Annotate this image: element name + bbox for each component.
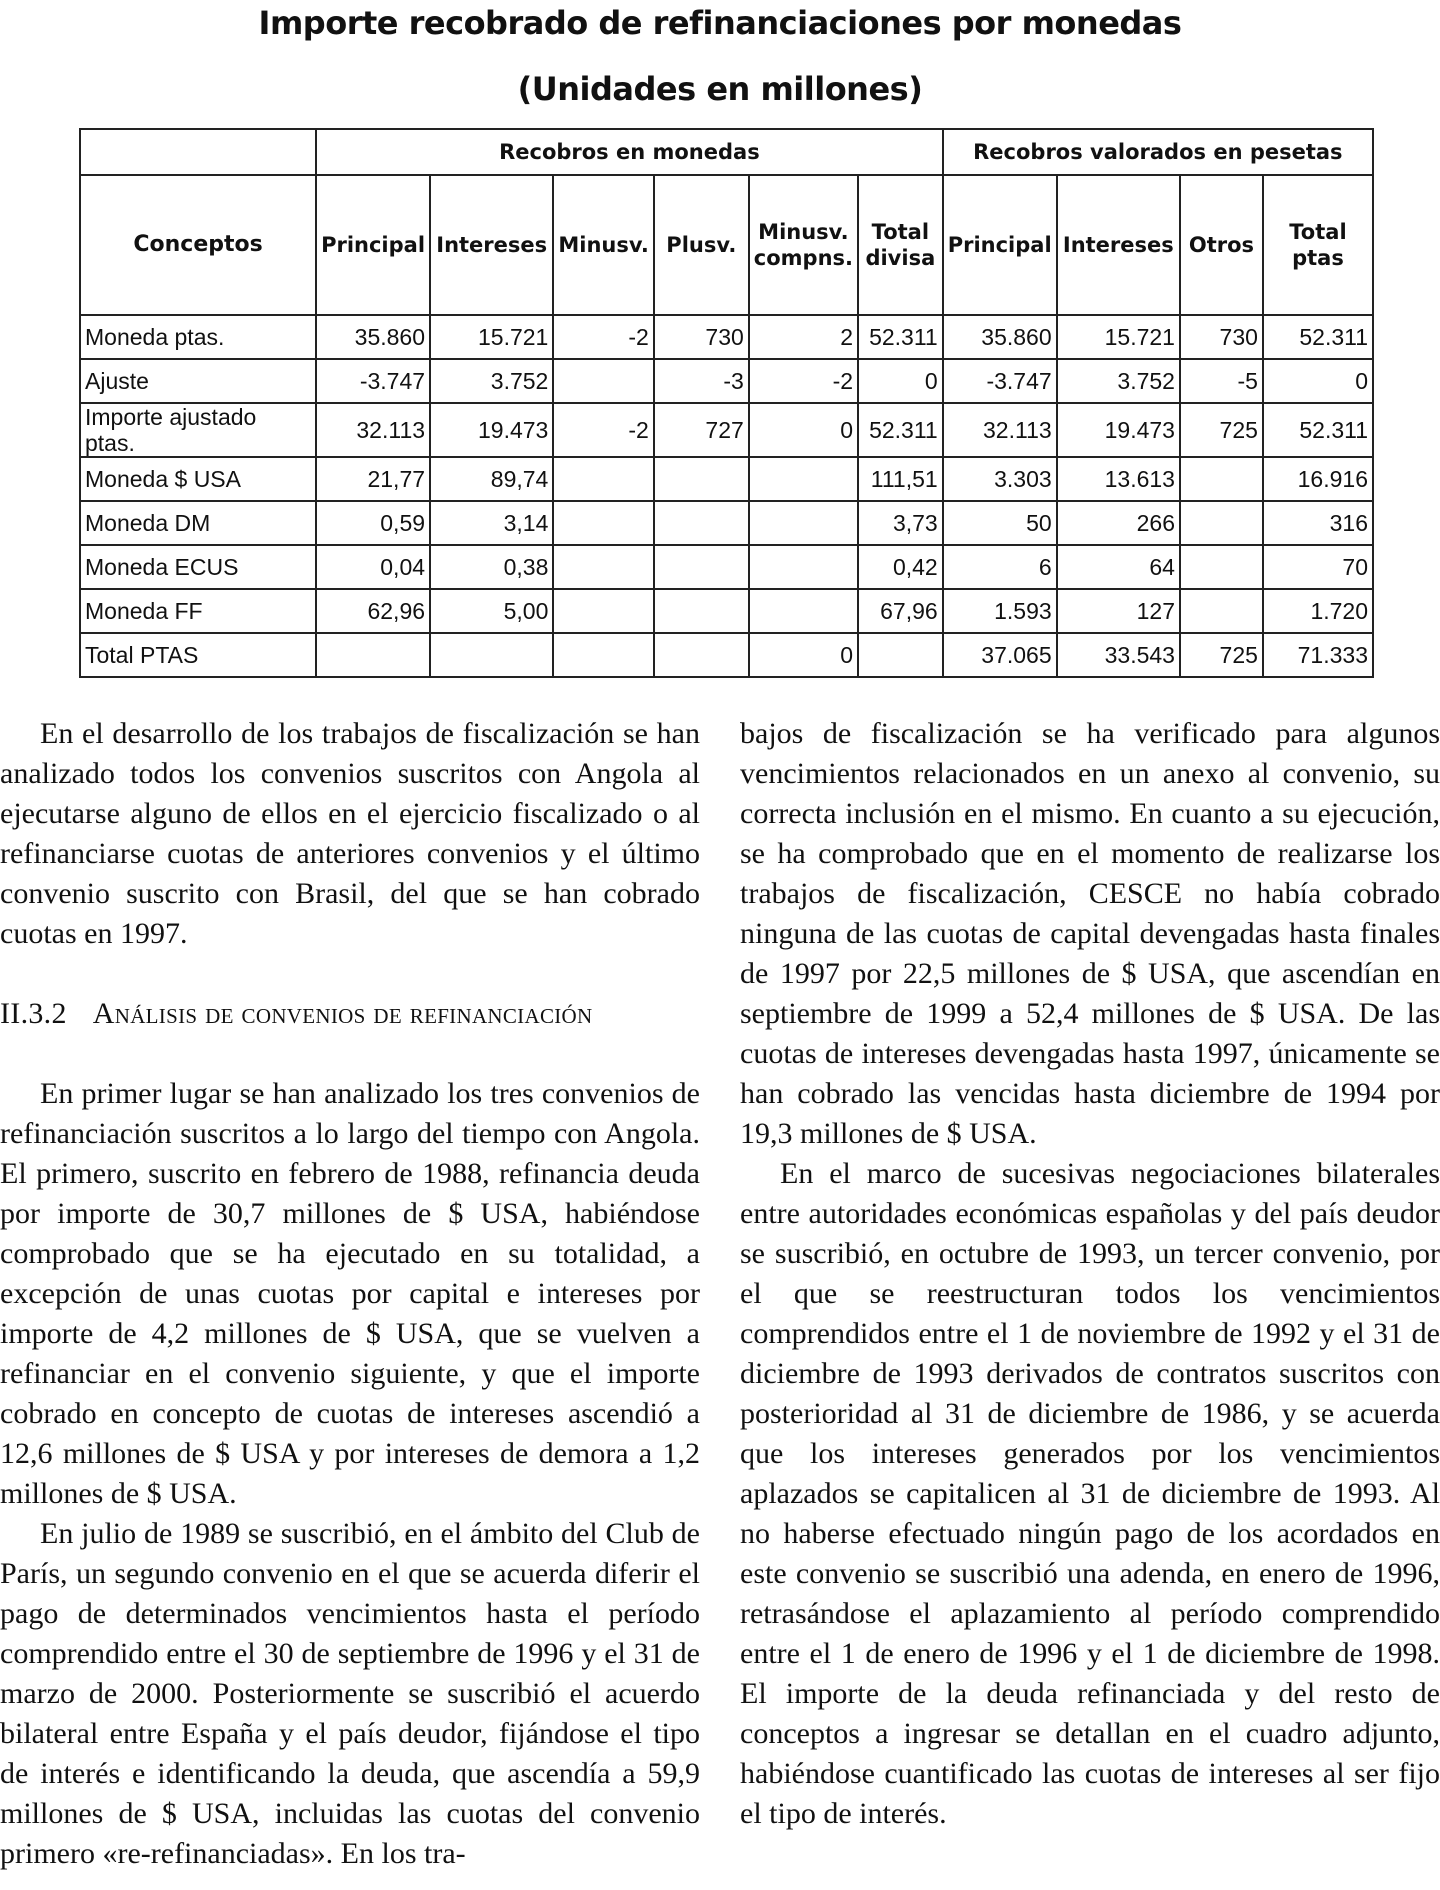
paragraph: bajos de fiscalización se ha verificado para algunos vencimientos relacionados en un anexo al convenio, su correcta inclusión en el mismo. En cuanto a su ejecución, se ha comprobado que en el momento de realizarse los trabajos de fiscalización, CESCE no había cobrado ninguna de las cuotas de capital devengadas hasta finales de 1997 por 22,5 millones de $ USA, que ascendían en septiembre de 1999 a 52,4 millones de $ USA. De las cuotas de intereses devengadas hasta 1997, únicamente se han cobrado las vencidas hasta diciembre de 1994 por 19,3 millones de $ USA. <box>740 717 1440 1150</box>
section-title: Análisis de convenios de refinanciación <box>92 997 593 1030</box>
table-cell: 70 <box>1263 545 1373 589</box>
table-row <box>80 359 1373 403</box>
table-cell: -2 <box>553 315 653 359</box>
table-subtitle: (Unidades en millones) <box>517 70 923 108</box>
table-cell: 67,96 <box>858 589 943 633</box>
column-header-principal-ptas: Principal <box>943 175 1057 315</box>
table-cell: 33.543 <box>1057 633 1180 677</box>
row-label: Moneda ECUS <box>80 545 316 589</box>
column-header-minusv-compns: Minusv. compns. <box>749 175 858 315</box>
table-cell: 3,14 <box>430 501 553 545</box>
column-header-intereses: Intereses <box>430 175 553 315</box>
column-header-plusv: Plusv. <box>654 175 749 315</box>
table-cell: 266 <box>1057 501 1180 545</box>
group-header-monedas: Recobros en monedas <box>316 129 943 175</box>
table-cell: 725 <box>1180 633 1263 677</box>
table-cell <box>1180 589 1263 633</box>
table-body <box>80 315 1373 677</box>
table-cell <box>553 589 653 633</box>
table-row <box>80 633 1373 677</box>
row-label: Moneda ptas. <box>80 315 316 359</box>
table-cell: 32.113 <box>316 403 430 457</box>
table-cell <box>553 457 653 501</box>
table-cell: 127 <box>1057 589 1180 633</box>
table-cell: 89,74 <box>430 457 553 501</box>
table-cell: 0 <box>749 633 858 677</box>
group-header-pesetas: Recobros valorados en pesetas <box>943 129 1373 175</box>
table-cell: -3.747 <box>943 359 1057 403</box>
row-label: Importe ajustado ptas. <box>80 403 316 457</box>
table-cell: 35.860 <box>943 315 1057 359</box>
table-cell: 15.721 <box>1057 315 1180 359</box>
row-label: Total PTAS <box>80 633 316 677</box>
table-cell: 50 <box>943 501 1057 545</box>
table-cell <box>749 457 858 501</box>
column-header-total-divisa: Total divisa <box>858 175 943 315</box>
paragraph: En julio de 1989 se suscribió, en el ámbito del Club de París, un segundo convenio en el que se acuerda diferir el pago de determinados vencimientos hasta el período comprendido entre el 30 de septiembre de 1996 y el 31 de marzo de 2000. Posteriormente se suscribió el acuerdo bilateral entre España y el país deudor, fijándose el tipo de interés e identificando la deuda, que ascendía a 59,9 millones de $ USA, incluidas las cuotas del convenio primero «re-refinanciadas». En los tra- <box>0 1517 700 1870</box>
table-cell: -3.747 <box>316 359 430 403</box>
table-cell: 13.613 <box>1057 457 1180 501</box>
paragraph: En el desarrollo de los trabajos de fiscalización se han analizado todos los convenios suscritos con Angola al ejecutarse alguno de ellos en el ejercicio fiscalizado o al refinanciarse cuotas de anteriores convenios y el último convenio suscrito con Brasil, del que se han cobrado cuotas en 1997. <box>0 717 700 950</box>
table-cell <box>654 501 749 545</box>
column-header-otros: Otros <box>1180 175 1263 315</box>
table-cell: 2 <box>749 315 858 359</box>
table-cell: 35.860 <box>316 315 430 359</box>
table-cell <box>749 501 858 545</box>
paragraph: En primer lugar se han analizado los tres convenios de refinanciación suscritos a lo largo del tiempo con Angola. El primero, suscrito en febrero de 1988, refinancia deuda por importe de 30,7 millones de $ USA, habiéndose comprobado que se ha ejecutado en su totalidad, a excepción de unas cuotas por capital e intereses por importe de 4,2 millones de $ USA, que se vuelven a refinanciar en el convenio siguiente, y que el importe cobrado en concepto de cuotas de intereses ascendió a 12,6 millones de $ USA y por intereses de demora a 1,2 millones de $ USA. <box>0 1077 700 1510</box>
row-label: Moneda DM <box>80 501 316 545</box>
table-cell: 15.721 <box>430 315 553 359</box>
table-cell: 21,77 <box>316 457 430 501</box>
table-cell: 3.752 <box>1057 359 1180 403</box>
table-cell: 3.303 <box>943 457 1057 501</box>
table-cell: 3,73 <box>858 501 943 545</box>
table-cell: -5 <box>1180 359 1263 403</box>
table-cell <box>1180 457 1263 501</box>
table-cell: 730 <box>654 315 749 359</box>
table-cell: 725 <box>1180 403 1263 457</box>
column-header-minusv: Minusv. <box>553 175 653 315</box>
table-cell: 0,04 <box>316 545 430 589</box>
paragraph: En el marco de sucesivas negociaciones bilaterales entre autoridades económicas españolas y del país deudor se suscribió, en octubre de 1993, un tercer convenio, por el que se reestructuran todos los vencimientos comprendidos entre el 1 de noviembre de 1992 y el 31 de diciembre de 1993 derivados de contratos suscritos con posterioridad al 31 de diciembre de 1986, y se acuerda que los intereses generados por los vencimientos aplazados se capitalicen al 31 de diciembre de 1993. Al no haberse efectuado ningún pago de los acordados en este convenio se suscribió una adenda, en enero de 1996, retrasándose el aplazamiento al período comprendido entre el 1 de enero de 1996 y el 1 de diciembre de 1998. El importe de la deuda refinanciada y del resto de conceptos a ingresar se detallan en el cuadro adjunto, habiéndose cuantificado las cuotas de intereses al ser fijo el tipo de interés. <box>740 1157 1440 1830</box>
table-cell: 62,96 <box>316 589 430 633</box>
column-header-conceptos: Conceptos <box>80 175 316 315</box>
table-cell: 0,42 <box>858 545 943 589</box>
table-cell: 52.311 <box>1263 315 1373 359</box>
table-cell: -2 <box>553 403 653 457</box>
table-cell <box>1180 545 1263 589</box>
table-cell: 0,38 <box>430 545 553 589</box>
column-header-intereses-ptas: Intereses <box>1057 175 1180 315</box>
table-cell <box>553 633 653 677</box>
recovery-table <box>79 128 1374 678</box>
table-cell <box>654 589 749 633</box>
table-row <box>80 315 1373 359</box>
table-row <box>80 457 1373 501</box>
row-label: Ajuste <box>80 359 316 403</box>
table-cell <box>749 545 858 589</box>
table-cell: 37.065 <box>943 633 1057 677</box>
row-label: Moneda $ USA <box>80 457 316 501</box>
table-cell: 111,51 <box>858 457 943 501</box>
table-row <box>80 589 1373 633</box>
table-cell: 727 <box>654 403 749 457</box>
table-cell: 3.752 <box>430 359 553 403</box>
table-row <box>80 545 1373 589</box>
table-cell: 52.311 <box>858 315 943 359</box>
table-cell <box>316 633 430 677</box>
table-cell <box>654 545 749 589</box>
table-cell: 0,59 <box>316 501 430 545</box>
table-cell: 19.473 <box>1057 403 1180 457</box>
table-cell: 0 <box>858 359 943 403</box>
table-cell: 52.311 <box>858 403 943 457</box>
right-text-column <box>740 714 1440 1834</box>
table-row <box>80 501 1373 545</box>
table-cell: 0 <box>749 403 858 457</box>
table-cell: 0 <box>1263 359 1373 403</box>
table-cell: 19.473 <box>430 403 553 457</box>
table-cell <box>858 633 943 677</box>
table-cell: 64 <box>1057 545 1180 589</box>
table-cell <box>1180 501 1263 545</box>
column-header-total-ptas: Total ptas <box>1263 175 1373 315</box>
table-cell <box>654 633 749 677</box>
table-cell: 1.720 <box>1263 589 1373 633</box>
table-cell: 6 <box>943 545 1057 589</box>
table-cell: -2 <box>749 359 858 403</box>
table-cell: 52.311 <box>1263 403 1373 457</box>
section-heading <box>0 994 700 1034</box>
left-text-column <box>0 714 700 1874</box>
table-cell <box>430 633 553 677</box>
table-cell: 71.333 <box>1263 633 1373 677</box>
table-cell <box>654 457 749 501</box>
table-cell: -3 <box>654 359 749 403</box>
table-cell: 5,00 <box>430 589 553 633</box>
table-cell: 730 <box>1180 315 1263 359</box>
header-blank-cell <box>80 129 316 175</box>
table-cell <box>553 545 653 589</box>
table-cell: 32.113 <box>943 403 1057 457</box>
table-row <box>80 403 1373 457</box>
column-header-principal: Principal <box>316 175 430 315</box>
section-number: II.3.2 <box>0 997 67 1030</box>
row-label: Moneda FF <box>80 589 316 633</box>
table-cell: 316 <box>1263 501 1373 545</box>
table-cell: 16.916 <box>1263 457 1373 501</box>
table-cell <box>553 501 653 545</box>
table-cell <box>553 359 653 403</box>
table-cell: 1.593 <box>943 589 1057 633</box>
table-cell <box>749 589 858 633</box>
table-title: Importe recobrado de refinanciaciones por monedas <box>258 4 1182 42</box>
